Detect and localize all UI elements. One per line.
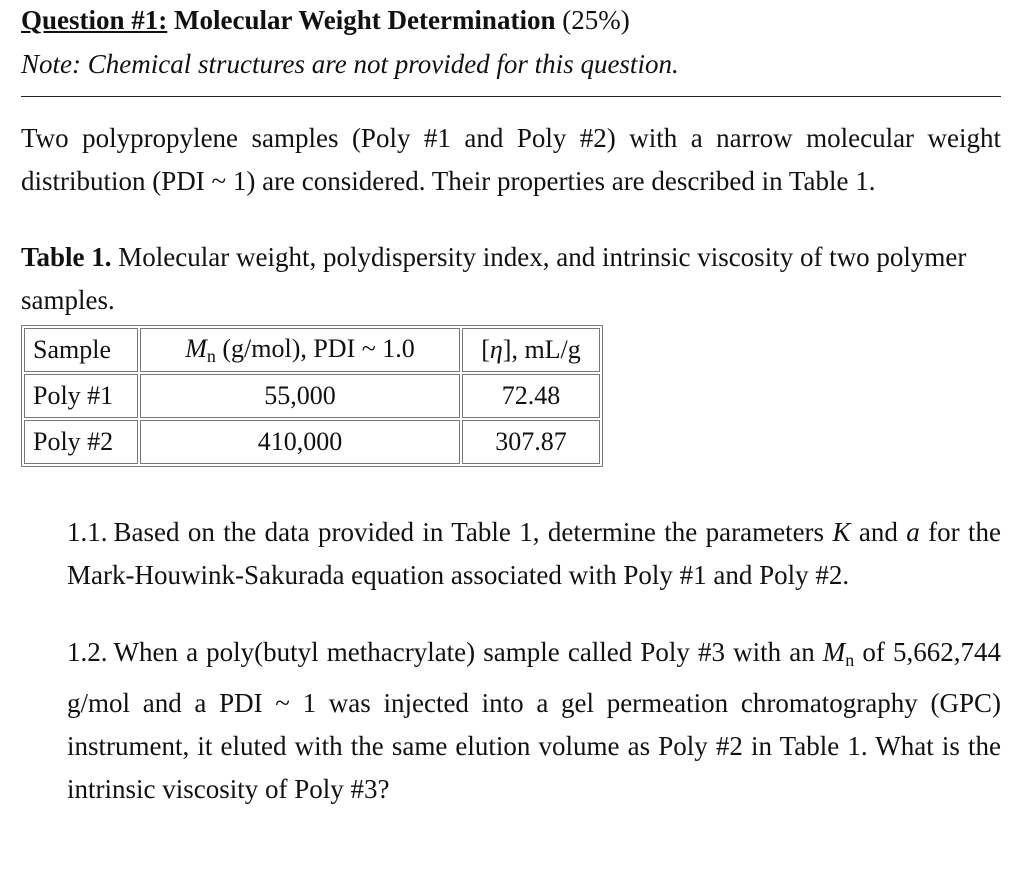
question-1-1-text-c: for the Mark-Houwink-Sakurada equation associated with Poly #1 and Poly #2. xyxy=(67,517,1002,590)
header-eta-symbol: η xyxy=(489,335,503,364)
table-row xyxy=(24,420,600,464)
question-1-1-number: 1.1. xyxy=(67,517,108,547)
question-heading xyxy=(21,0,1001,36)
table-header-row xyxy=(24,328,600,372)
table-caption xyxy=(21,236,1001,322)
cell-mn: 410,000 xyxy=(140,420,460,464)
question-1-2-number: 1.2. xyxy=(67,637,108,667)
header-eta-rest: ], mL/g xyxy=(502,335,581,364)
section-divider xyxy=(21,96,1001,97)
cell-sample: Poly #2 xyxy=(24,420,138,464)
q2-mn-symbol: M xyxy=(822,637,846,667)
intro-paragraph: Two polypropylene samples (Poly #1 and Poly #2) with a narrow molecular weight distribution (PDI ~ 1) are considered. Their properties are described in Table 1. xyxy=(21,123,1001,196)
header-eta-open: [ xyxy=(481,335,490,364)
question-page xyxy=(21,0,1001,811)
cell-sample: Poly #1 xyxy=(24,374,138,418)
question-weight: (25%) xyxy=(562,5,630,35)
header-sample: Sample xyxy=(24,328,138,372)
cell-mn: 55,000 xyxy=(140,374,460,418)
header-mn-symbol: M xyxy=(185,333,207,363)
cell-eta: 307.87 xyxy=(462,420,600,464)
header-mn xyxy=(140,328,460,372)
param-k: K xyxy=(832,517,851,547)
question-note: Note: Chemical structures are not provided for this question. xyxy=(21,49,679,79)
question-title: Molecular Weight Determination xyxy=(174,5,556,35)
question-1-2-text-a: When a poly(butyl methacrylate) sample called Poly #3 with an xyxy=(113,637,823,667)
properties-table xyxy=(21,325,603,467)
cell-eta: 72.48 xyxy=(462,374,600,418)
question-label: Question #1: xyxy=(21,5,168,35)
table-caption-text: Molecular weight, polydispersity index, and intrinsic viscosity of two polymer samples. xyxy=(21,242,967,315)
question-1-1-text-b: and xyxy=(850,517,907,547)
question-1-1 xyxy=(67,511,1001,597)
header-mn-rest: (g/mol), PDI ~ 1.0 xyxy=(215,333,415,363)
question-1-2-text-b: of 5,662,744 g/mol and a PDI ~ 1 was injected into a gel permeation chromatography (GPC) instrument, it eluted with the same elution volume as Poly #2 in Table 1. What is the intrinsic viscosity of Poly #3? xyxy=(67,637,1001,804)
header-mn-subscript: n xyxy=(206,345,216,366)
param-a: a xyxy=(906,517,920,547)
question-1-1-text-a: Based on the data provided in Table 1, determine the parameters xyxy=(113,517,833,547)
q2-mn-subscript: n xyxy=(845,650,855,670)
question-1-2 xyxy=(67,631,1001,811)
header-eta xyxy=(462,328,600,372)
table-row xyxy=(24,374,600,418)
table-caption-label: Table 1. xyxy=(21,242,112,272)
